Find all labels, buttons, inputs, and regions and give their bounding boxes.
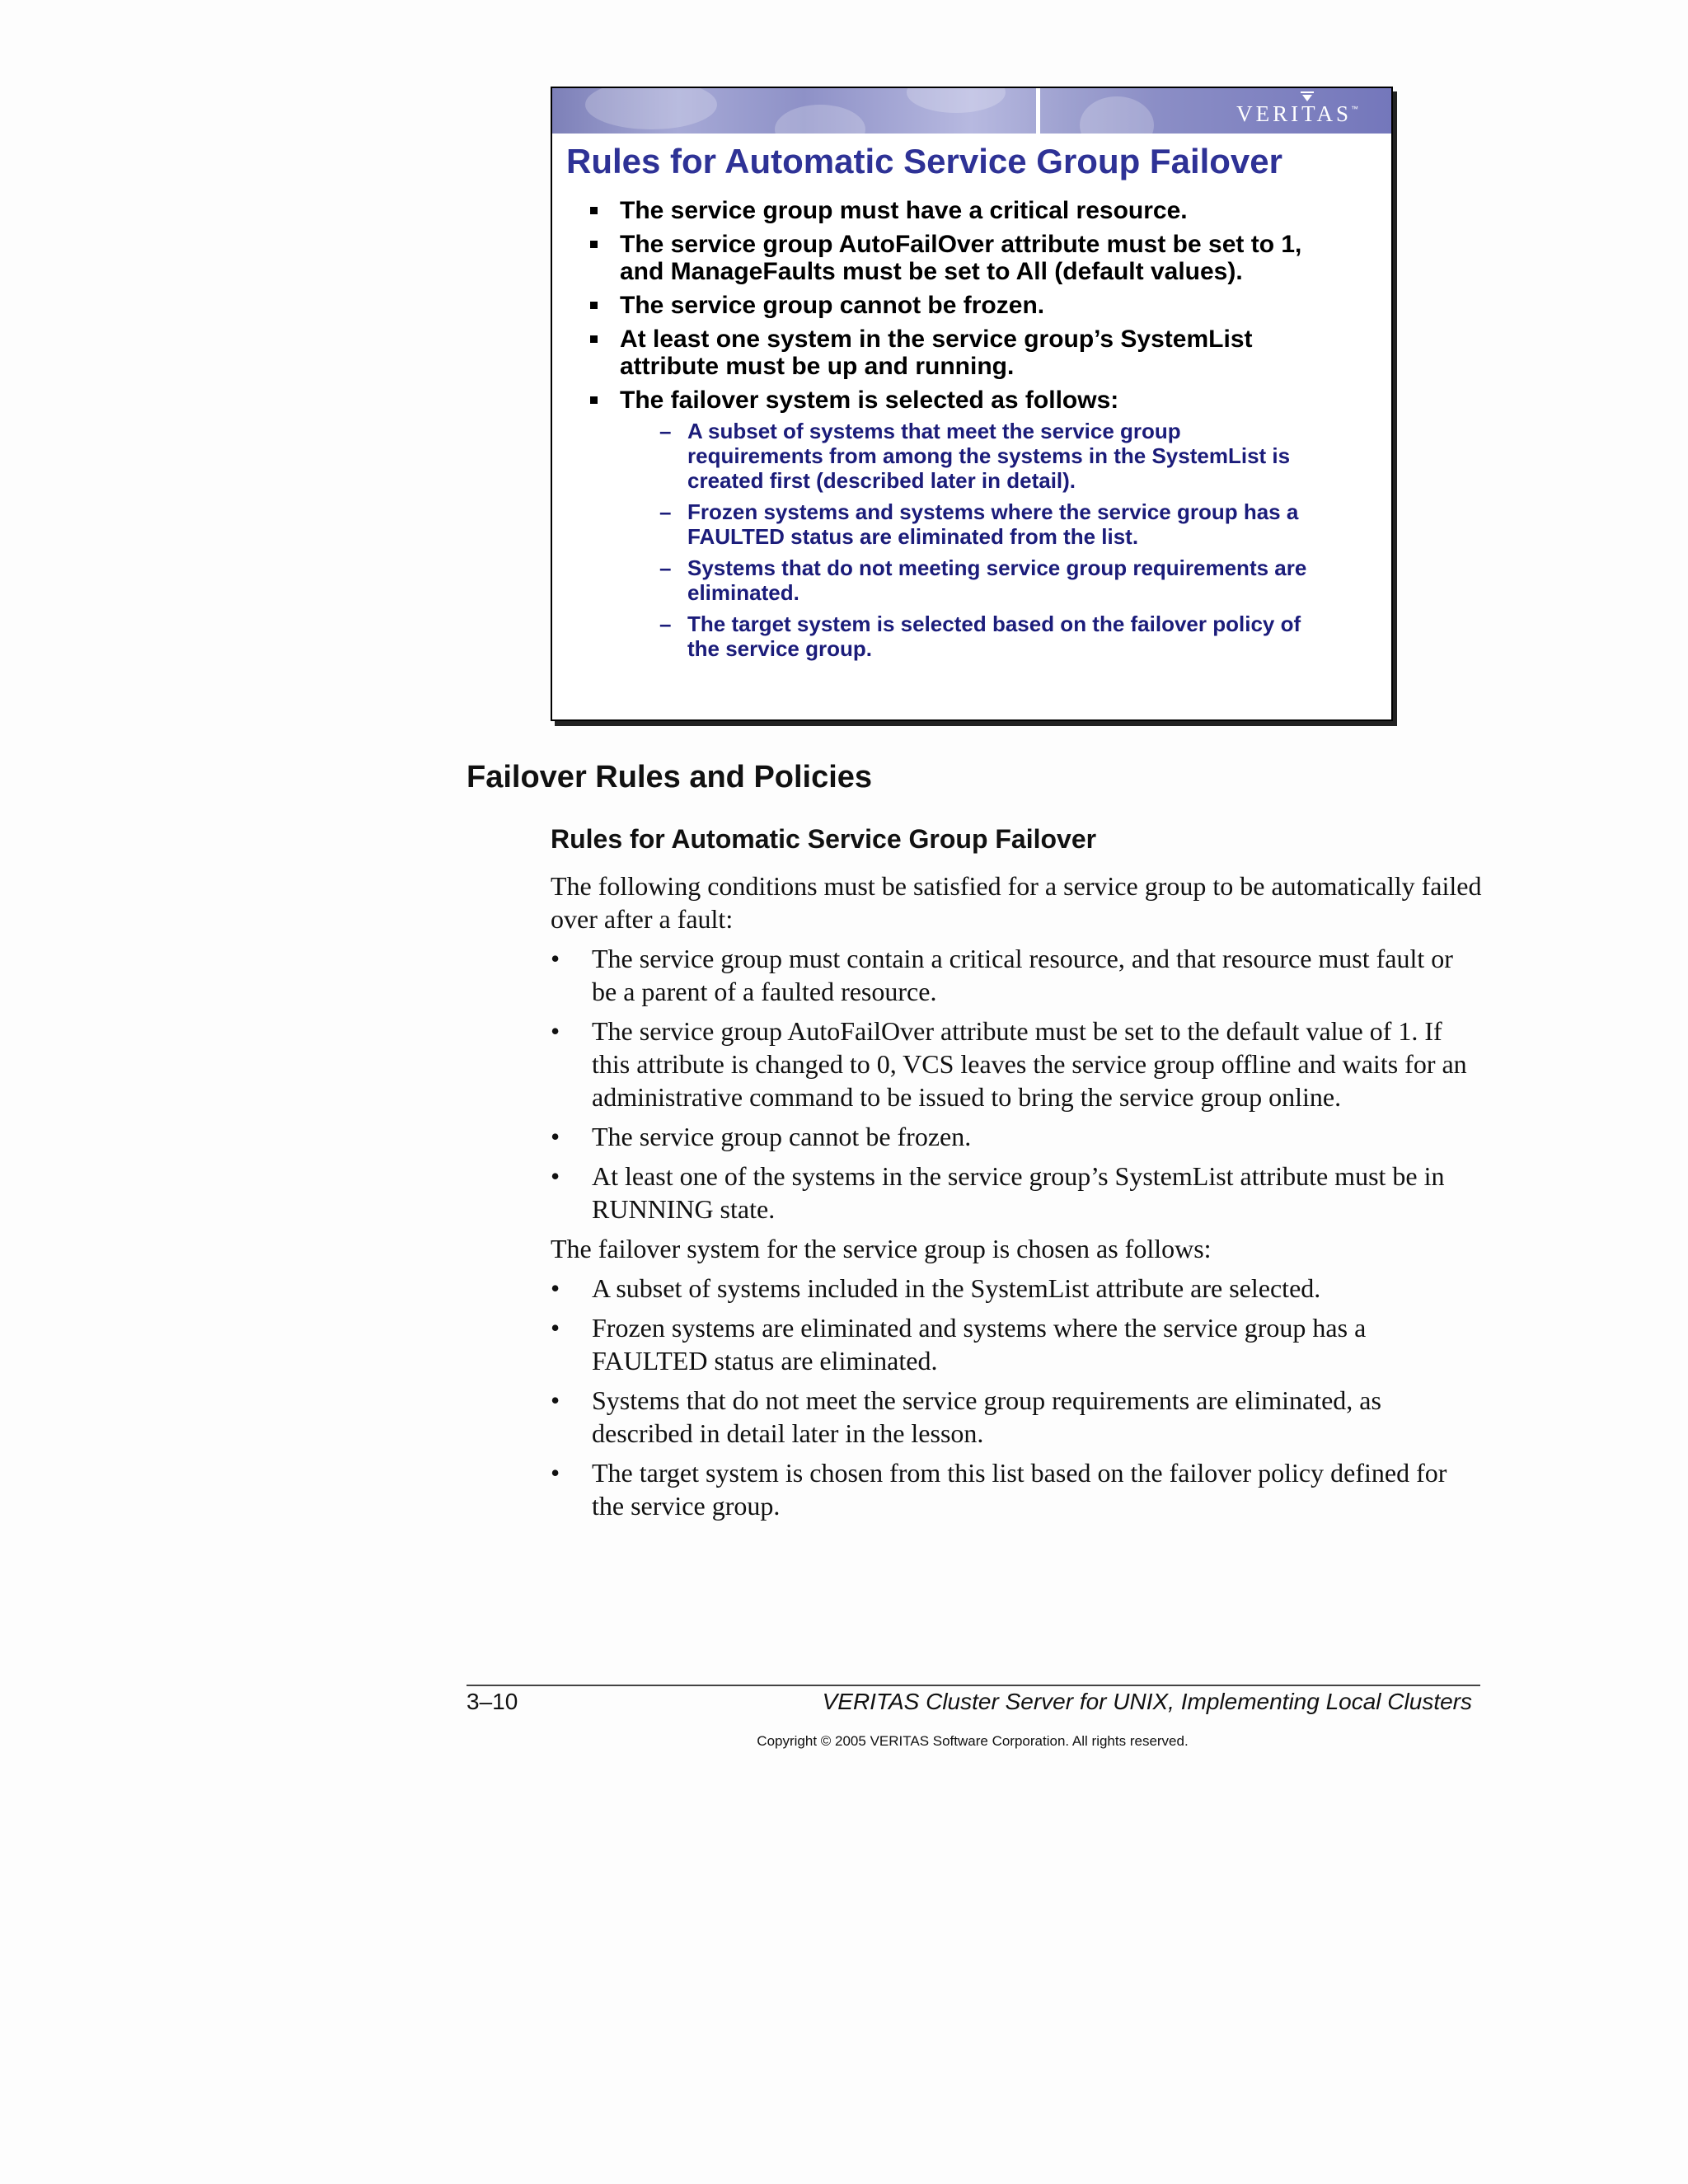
dash-bullet-icon: – [659,612,672,636]
trademark-mark: ™ [1351,105,1358,113]
slide-sub-bullet-text: Frozen systems and systems where the service group has a FAULTED status are eliminated from the list. [687,499,1299,549]
bullet-icon: • [551,1313,560,1343]
veritas-logo: VERITAS [1236,101,1352,126]
list-item [551,1311,1482,1377]
bullet-icon: • [551,1385,560,1415]
square-bullet-icon [590,302,598,309]
bullet-icon: • [551,1161,560,1191]
list-item-text: Systems that do not meet the service group requirements are eliminated, as described in detail later in the lesson. [592,1385,1381,1448]
list-item-text: The service group cannot be frozen. [592,1122,972,1151]
slide-bullet-text: The failover system is selected as follows: [620,387,1119,414]
list-item-text: A subset of systems included in the SystemList attribute are selected. [592,1273,1321,1303]
slide-bullet-list [588,197,1347,668]
dash-bullet-icon: – [659,555,672,580]
slide-bullet-text: At least one system in the service group’s SystemList attribute must be up and running. [620,326,1253,380]
slide-image [551,87,1393,721]
slide-sub-bullet [620,612,1322,661]
bullet-icon: • [551,1458,560,1488]
banner-divider [1036,88,1040,134]
slide-sub-bullet-text: The target system is selected based on the failover policy of the service group. [687,612,1301,661]
list-item [551,1456,1482,1522]
square-bullet-icon [590,241,598,248]
bullet-icon: • [551,1273,560,1303]
copyright-notice: Copyright © 2005 VERITAS Software Corporation. All rights reserved. [757,1733,1189,1749]
footer-divider [467,1685,1480,1686]
list-item-text: The service group AutoFailOver attribute must be set to the default value of 1. If this attribute is changed to 0, VCS leaves the service group offline and waits for an administrative command to be issued to bring the service group online. [592,1016,1467,1112]
slide-bullet [588,326,1347,380]
bullet-icon: • [551,1122,560,1151]
page-number: 3–10 [467,1689,518,1714]
slide-bullet-text: The service group AutoFailOver attribute must be set to 1, and ManageFaults must be set to All (default values). [620,231,1302,285]
slide-bullet [588,197,1347,224]
list-item-text: Frozen systems are eliminated and systems where the service group has a FAULTED status are eliminated. [592,1313,1367,1376]
square-bullet-icon [590,335,598,343]
list-item-text: The target system is chosen from this list based on the failover policy defined for the service group. [592,1458,1447,1521]
slide-bullet [588,387,1347,661]
list-item [551,942,1482,1008]
bullet-icon: • [551,1016,560,1046]
list-item-text: At least one of the systems in the service group’s SystemList attribute must be in RUNNING state. [592,1161,1445,1224]
square-bullet-icon [590,396,598,404]
list-item [551,1272,1482,1305]
body-content [551,869,1482,1529]
list-item [551,1384,1482,1450]
list-item [551,1160,1482,1226]
slide-sub-bullet [620,499,1322,549]
slide-sub-bullet [620,419,1322,493]
slide-sub-list [620,419,1347,661]
dash-bullet-icon: – [659,419,672,443]
sub-heading: Rules for Automatic Service Group Failover [551,824,1097,854]
list-item [551,1015,1482,1113]
footer-book-title: VERITAS Cluster Server for UNIX, Implementing Local Clusters [822,1689,1472,1714]
selection-steps-list [551,1272,1482,1522]
square-bullet-icon [590,207,598,214]
veritas-logo-mark-icon [1299,91,1315,102]
section-heading: Failover Rules and Policies [467,760,873,794]
bullet-icon: • [551,944,560,973]
slide-sub-bullet-text: A subset of systems that meet the service group requirements from among the systems in the SystemList is created first (described later in detail). [687,419,1291,493]
slide-banner [552,88,1391,134]
slide-bullet-text: The service group must have a critical resource. [620,197,1188,224]
conditions-list [551,942,1482,1226]
slide-bullet [588,292,1347,319]
slide-sub-bullet [620,555,1322,605]
list-item-text: The service group must contain a critical resource, and that resource must fault or be a parent of a faulted resource. [592,944,1453,1006]
slide-bullet [588,231,1347,285]
slide-sub-bullet-text: Systems that do not meeting service group requirements are eliminated. [687,555,1307,605]
slide-bullet-text: The service group cannot be frozen. [620,292,1045,319]
slide-title: Rules for Automatic Service Group Failover [566,142,1282,180]
selection-intro-paragraph: The failover system for the service group is chosen as follows: [551,1234,1212,1263]
dash-bullet-icon: – [659,499,672,524]
list-item [551,1120,1482,1153]
intro-paragraph: The following conditions must be satisfied for a service group to be automatically failed over after a fault: [551,871,1482,934]
